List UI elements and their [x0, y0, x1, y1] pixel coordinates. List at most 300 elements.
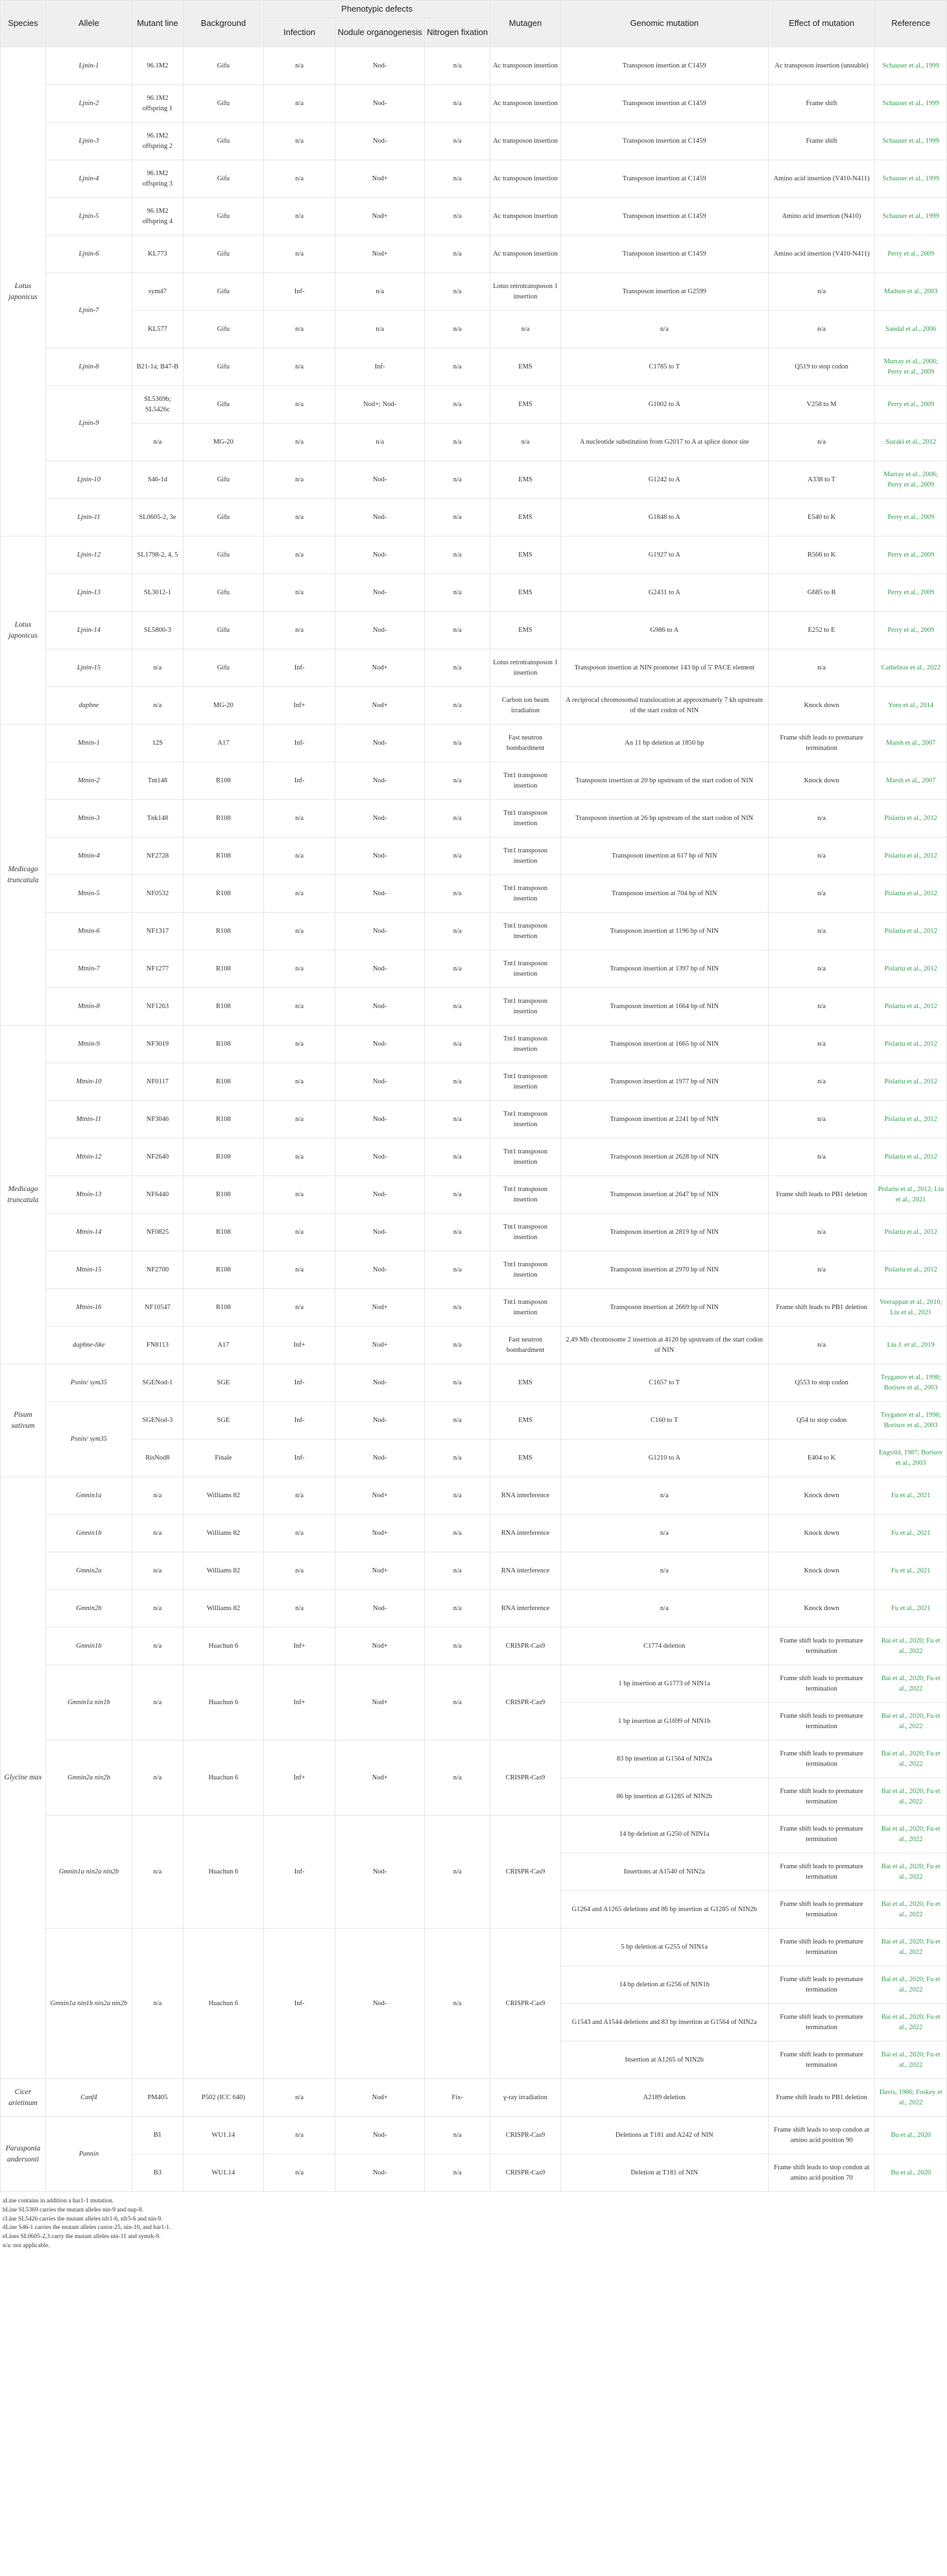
mutant-line-cell: SL0605-2, 3e — [132, 499, 183, 536]
genomic-mutation-cell: Transposon insertion at 2647 bp of NIN — [560, 1176, 768, 1214]
genomic-mutation-cell: Transposon insertion at 1664 bp of NIN — [560, 988, 768, 1026]
nodule-cell: Nod- — [335, 1138, 425, 1176]
reference-cell[interactable]: Pislariu et al., 2012 — [875, 837, 947, 875]
effect-cell: Frame shift leads to premature termination — [768, 1703, 875, 1740]
table-row — [1, 1063, 947, 1101]
mutagen-cell: RNA interference — [490, 1515, 560, 1552]
mutagen-cell: Tnt1 transposon insertion — [490, 837, 560, 875]
reference-cell[interactable]: Bai et al., 2020; Fu et al., 2022 — [875, 1703, 947, 1740]
mutagen-cell: CRISPR-Cas9 — [490, 2154, 560, 2192]
footnote: eLines SL0605-2,3 carry the mutant alleles nin-11 and symrk-9. — [3, 2233, 161, 2241]
reference-cell[interactable]: Pislariu et al., 2012 — [875, 1251, 947, 1289]
reference-cell[interactable]: Perry et al., 2009 — [875, 612, 947, 649]
allele-cell: Ljnin-2 — [45, 85, 132, 123]
effect-cell: n/a — [768, 311, 875, 348]
genomic-mutation-cell: n/a — [560, 1590, 768, 1628]
background-cell: MG-20 — [183, 424, 263, 461]
allele-cell: Ljnin-10 — [45, 461, 132, 499]
mutant-line-cell: SL5369b; SL5426c — [132, 386, 183, 424]
genomic-mutation-cell: G1543 and A1544 deletions and 83 bp insertion at G1564 of NIN2a — [560, 2004, 768, 2041]
genomic-mutation-cell: Transposon insertion at C1459 — [560, 123, 768, 160]
nitrogen-cell: n/a — [424, 1665, 490, 1740]
background-cell: R108 — [183, 1063, 263, 1101]
nodule-cell: Nod+ — [335, 1477, 425, 1515]
allele-cell: Mtnin-9 — [45, 1026, 132, 1063]
genomic-mutation-cell: Transposon insertion at 2819 bp of NIN — [560, 1214, 768, 1251]
reference-cell[interactable]: Perry et al., 2009 — [875, 235, 947, 273]
species-cell: Cicer arietinum — [1, 2079, 46, 2117]
background-cell: A17 — [183, 725, 263, 762]
nitrogen-cell: n/a — [424, 574, 490, 612]
nodule-cell: Nod- — [335, 1101, 425, 1138]
table-row — [1, 988, 947, 1026]
mutagen-cell: Fast neutron bombardment — [490, 1327, 560, 1364]
nitrogen-cell: n/a — [424, 1552, 490, 1590]
mutagen-cell: Fast neutron bombardment — [490, 725, 560, 762]
nitrogen-cell: n/a — [424, 1364, 490, 1402]
reference-cell[interactable]: Pislariu et al., 2012; Liu et al., 2021 — [875, 1176, 947, 1214]
table-row — [1, 123, 947, 160]
reference-cell[interactable]: Madsen et al., 2003 — [875, 273, 947, 311]
mutant-line-cell: NF3019 — [132, 1026, 183, 1063]
reference-cell[interactable]: Bai et al., 2020; Fu et al., 2022 — [875, 2041, 947, 2079]
reference-cell[interactable]: Schauser et al., 1999 — [875, 160, 947, 198]
background-cell: R108 — [183, 1251, 263, 1289]
reference-cell[interactable]: Fu et al., 2021 — [875, 1552, 947, 1590]
effect-cell: Knock down — [768, 762, 875, 800]
reference-cell[interactable]: Pislariu et al., 2012 — [875, 1214, 947, 1251]
reference-cell[interactable]: Bai et al., 2020; Fu et al., 2022 — [875, 1665, 947, 1703]
nodule-cell: Nod- — [335, 1176, 425, 1214]
effect-cell: n/a — [768, 988, 875, 1026]
table-row — [1, 311, 947, 348]
mutagen-cell: EMS — [490, 612, 560, 649]
table-row — [1, 1628, 947, 1665]
mutagen-cell: n/a — [490, 424, 560, 461]
genomic-mutation-cell: Deletion at T181 of NIN — [560, 2154, 768, 2192]
infection-cell: Inf- — [263, 1929, 335, 2079]
mutant-line-cell: SGENod-3 — [132, 1402, 183, 1439]
allele-cell: Ljnin-4 — [45, 160, 132, 198]
reference-cell[interactable]: Bai et al., 2020; Fu et al., 2022 — [875, 2004, 947, 2041]
effect-cell: n/a — [768, 1063, 875, 1101]
genomic-mutation-cell: A nucleotide substitution from G2017 to A at splice donor site — [560, 424, 768, 461]
reference-cell[interactable]: Bai et al., 2020; Fu et al., 2022 — [875, 1816, 947, 1853]
genomic-mutation-cell: G1210 to A — [560, 1439, 768, 1477]
effect-cell: E252 to E — [768, 612, 875, 649]
allele-cell: Mtnin-8 — [45, 988, 132, 1026]
allele-cell: Ljnin-5 — [45, 198, 132, 235]
allele-cell: Gmnin2a nin2b — [45, 1740, 132, 1816]
reference-cell[interactable]: Pislariu et al., 2012 — [875, 875, 947, 913]
reference-cell[interactable]: Bai et al., 2020; Fu et al., 2022 — [875, 1778, 947, 1816]
species-cell: Lotus japonicus — [1, 536, 46, 725]
mutagen-cell: RNA interference — [490, 1552, 560, 1590]
reference-cell[interactable]: Bai et al., 2020; Fu et al., 2022 — [875, 1929, 947, 1966]
mutant-line-cell: B21-1a; B47-B — [132, 348, 183, 386]
nodule-cell: Nod- — [335, 499, 425, 536]
nitrogen-cell: n/a — [424, 950, 490, 988]
nodule-cell: Nod+ — [335, 1552, 425, 1590]
table-row — [1, 198, 947, 235]
nitrogen-cell: n/a — [424, 1176, 490, 1214]
nodule-cell: Nod- — [335, 1816, 425, 1929]
reference-cell[interactable]: Bai et al., 2020; Fu et al., 2022 — [875, 1853, 947, 1891]
background-cell: R108 — [183, 800, 263, 837]
infection-cell: Inf- — [263, 725, 335, 762]
genomic-mutation-cell: An 11 bp deletion at 1850 bp — [560, 725, 768, 762]
mutant-line-cell: S46-1d — [132, 461, 183, 499]
reference-cell[interactable]: Engvild, 1987; Borisov et al., 2003 — [875, 1439, 947, 1477]
allele-cell: Psnin/ sym35 — [45, 1364, 132, 1402]
header-genomic-mutation: Genomic mutation — [560, 1, 768, 47]
nitrogen-cell: n/a — [424, 1251, 490, 1289]
mutagen-cell: Tnt1 transposon insertion — [490, 1289, 560, 1327]
species-cell: Glycine max — [1, 1477, 46, 2079]
infection-cell: n/a — [263, 1289, 335, 1327]
nodule-cell: Nod+; Nod- — [335, 386, 425, 424]
mutagen-cell: Ac transposon insertion — [490, 47, 560, 85]
mutagen-cell: EMS — [490, 499, 560, 536]
reference-cell[interactable]: Murray et al., 2006; Perry et al., 2009 — [875, 348, 947, 386]
table-row — [1, 649, 947, 687]
reference-cell[interactable]: Schauser et al., 1999 — [875, 85, 947, 123]
allele-cell: Mtnin-6 — [45, 913, 132, 950]
reference-cell[interactable]: Bai et al., 2020; Fu et al., 2022 — [875, 1891, 947, 1929]
background-cell: Gifu — [183, 499, 263, 536]
effect-cell: Knock down — [768, 1552, 875, 1590]
mutagen-cell: CRISPR-Cas9 — [490, 1929, 560, 2079]
mutagen-cell: EMS — [490, 536, 560, 574]
reference-cell[interactable]: Marsh et al., 2007 — [875, 762, 947, 800]
effect-cell: A338 to T — [768, 461, 875, 499]
table-row — [1, 235, 947, 273]
nitrogen-cell: n/a — [424, 988, 490, 1026]
reference-cell[interactable]: Pislariu et al., 2012 — [875, 1101, 947, 1138]
mutagen-cell: CRISPR-Cas9 — [490, 1740, 560, 1816]
reference-cell[interactable]: Tsyganov et al., 1998; Borisov et al., 2003 — [875, 1364, 947, 1402]
table-row — [1, 687, 947, 725]
reference-cell[interactable]: Schauser et al., 1999 — [875, 198, 947, 235]
mutant-line-cell: NF3046 — [132, 1101, 183, 1138]
infection-cell: n/a — [263, 1477, 335, 1515]
reference-cell[interactable]: Bai et al., 2020; Fu et al., 2022 — [875, 1740, 947, 1778]
effect-cell: Frame shift leads to premature termination — [768, 1853, 875, 1891]
nodule-cell: Nod+ — [335, 235, 425, 273]
reference-cell[interactable]: Veerappan et al., 2016; Liu et al., 2021 — [875, 1289, 947, 1327]
table-row — [1, 1289, 947, 1327]
table-row — [1, 1477, 947, 1515]
effect-cell: Frame shift leads to premature termination — [768, 1816, 875, 1853]
background-cell: Gifu — [183, 273, 263, 311]
nodule-cell: Nod+ — [335, 1327, 425, 1364]
genomic-mutation-cell: C160 to T — [560, 1402, 768, 1439]
mutant-line-cell: KL577 — [132, 311, 183, 348]
background-cell: Huachun 6 — [183, 1740, 263, 1816]
mutagen-cell: Ac transposon insertion — [490, 198, 560, 235]
allele-cell: Mtnin-3 — [45, 800, 132, 837]
reference-cell[interactable]: Yoro et al., 2014 — [875, 687, 947, 725]
effect-cell: Frame shift leads to premature termination — [768, 1891, 875, 1929]
genomic-mutation-cell: 5 bp deletion at G255 of NIN1a — [560, 1929, 768, 1966]
mutant-line-cell: 96.1M2 offspring 4 — [132, 198, 183, 235]
table-row — [1, 1439, 947, 1477]
genomic-mutation-cell: Transposon insertion at C1459 — [560, 198, 768, 235]
nodule-cell: Nod- — [335, 1063, 425, 1101]
mutagen-cell: CRISPR-Cas9 — [490, 2117, 560, 2154]
reference-cell[interactable]: Perry et al., 2009 — [875, 574, 947, 612]
mutant-line-cell: Tnk148 — [132, 800, 183, 837]
nodule-cell: Nod- — [335, 1590, 425, 1628]
mutagen-cell: RNA interference — [490, 1477, 560, 1515]
reference-cell[interactable]: Fu et al., 2021 — [875, 1477, 947, 1515]
infection-cell: n/a — [263, 837, 335, 875]
reference-cell[interactable]: Bai et al., 2020; Fu et al., 2022 — [875, 1628, 947, 1665]
mutant-line-cell: RisNod8 — [132, 1439, 183, 1477]
reference-cell[interactable]: Pislariu et al., 2012 — [875, 988, 947, 1026]
infection-cell: n/a — [263, 348, 335, 386]
reference-cell[interactable]: Perry et al., 2009 — [875, 536, 947, 574]
background-cell: R108 — [183, 1026, 263, 1063]
mutant-line-cell: NF2728 — [132, 837, 183, 875]
allele-cell: Mtnin-13 — [45, 1176, 132, 1214]
effect-cell: n/a — [768, 1327, 875, 1364]
background-cell: Huachun 6 — [183, 1816, 263, 1929]
mutant-line-cell: n/a — [132, 687, 183, 725]
allele-cell: Mtnin-15 — [45, 1251, 132, 1289]
effect-cell: Frame shift leads to premature termination — [768, 1740, 875, 1778]
reference-cell[interactable]: Pislariu et al., 2012 — [875, 800, 947, 837]
table-row — [1, 85, 947, 123]
table-row — [1, 913, 947, 950]
background-cell: R108 — [183, 913, 263, 950]
background-cell: Gifu — [183, 649, 263, 687]
header-allele: Allele — [45, 1, 132, 47]
nitrogen-cell: n/a — [424, 913, 490, 950]
nodule-cell: Nod+ — [335, 687, 425, 725]
table-row — [1, 1026, 947, 1063]
footnote: n/a: not applicable. — [3, 2242, 50, 2249]
reference-cell[interactable]: Perry et al., 2009 — [875, 386, 947, 424]
infection-cell: n/a — [263, 311, 335, 348]
effect-cell: n/a — [768, 1251, 875, 1289]
effect-cell: Frame shift leads to PB1 deletion — [768, 1289, 875, 1327]
effect-cell: n/a — [768, 273, 875, 311]
nitrogen-cell: n/a — [424, 499, 490, 536]
mutagen-cell: Tnt1 transposon insertion — [490, 1138, 560, 1176]
reference-cell[interactable]: Schauser et al., 1999 — [875, 47, 947, 85]
infection-cell: n/a — [263, 2154, 335, 2192]
table-row — [1, 273, 947, 311]
nodule-cell: Nod+ — [335, 1628, 425, 1665]
genomic-mutation-cell: A reciprocal chromosomal translocation at approximately 7 kb upstream of the start codon of NIN — [560, 687, 768, 725]
reference-cell[interactable]: Fu et al., 2021 — [875, 1515, 947, 1552]
nodule-cell: n/a — [335, 273, 425, 311]
infection-cell: n/a — [263, 1515, 335, 1552]
genomic-mutation-cell: Transposon insertion at C1459 — [560, 47, 768, 85]
table-row — [1, 725, 947, 762]
infection-cell: n/a — [263, 1063, 335, 1101]
species-cell: Parasponia andersonii — [1, 2117, 46, 2192]
background-cell: R108 — [183, 1138, 263, 1176]
nitrogen-cell: n/a — [424, 800, 490, 837]
table-row — [1, 1515, 947, 1552]
reference-cell[interactable]: Pislariu et al., 2012 — [875, 950, 947, 988]
effect-cell: n/a — [768, 875, 875, 913]
mutagen-cell: Tnt1 transposon insertion — [490, 762, 560, 800]
allele-cell: Gmnin1a nin2a nin2b — [45, 1816, 132, 1929]
nodule-cell: Nod+ — [335, 198, 425, 235]
infection-cell: n/a — [263, 913, 335, 950]
allele-cell: Mtnin-4 — [45, 837, 132, 875]
genomic-mutation-cell: Transposon insertion at 617 bp of NIN — [560, 837, 768, 875]
reference-cell[interactable]: Pislariu et al., 2012 — [875, 913, 947, 950]
nodule-cell: Nod- — [335, 1214, 425, 1251]
allele-cell: Ljnin-8 — [45, 348, 132, 386]
allele-cell: Ljnin-1 — [45, 47, 132, 85]
effect-cell: n/a — [768, 1214, 875, 1251]
background-cell: Gifu — [183, 348, 263, 386]
allele-cell: Gmnin2b — [45, 1590, 132, 1628]
reference-cell[interactable]: Sandal et al., 2006 — [875, 311, 947, 348]
background-cell: Gifu — [183, 536, 263, 574]
table-row — [1, 1101, 947, 1138]
table-row — [1, 950, 947, 988]
infection-cell: n/a — [263, 574, 335, 612]
species-cell: Lotus japonicus — [1, 47, 46, 536]
reference-cell[interactable]: Marsh et al., 2007 — [875, 725, 947, 762]
mutant-line-cell: SL1798-2, 4, 5 — [132, 536, 183, 574]
nitrogen-cell: n/a — [424, 348, 490, 386]
header-effect: Effect of mutation — [768, 1, 875, 47]
genomic-mutation-cell: n/a — [560, 311, 768, 348]
nodule-cell: Nod- — [335, 837, 425, 875]
mutagen-cell: EMS — [490, 1402, 560, 1439]
infection-cell: n/a — [263, 123, 335, 160]
effect-cell: Frame shift leads to premature termination — [768, 1628, 875, 1665]
effect-cell: n/a — [768, 424, 875, 461]
reference-cell[interactable]: Bu et al., 2020 — [875, 2154, 947, 2192]
reference-cell[interactable]: Pislariu et al., 2012 — [875, 1026, 947, 1063]
genomic-mutation-cell: Transposon insertion at C1459 — [560, 160, 768, 198]
table-row — [1, 1251, 947, 1289]
reference-cell[interactable]: Suzaki et al., 2012 — [875, 424, 947, 461]
reference-cell[interactable]: Bu et al., 2020 — [875, 2117, 947, 2154]
background-cell: A17 — [183, 1327, 263, 1364]
effect-cell: Frame shift leads to premature termination — [768, 1966, 875, 2004]
table-row — [1, 1552, 947, 1590]
nodule-cell: n/a — [335, 424, 425, 461]
background-cell: Gifu — [183, 574, 263, 612]
reference-cell[interactable]: Bai et al., 2020; Fu et al., 2022 — [875, 1966, 947, 2004]
species-cell: Medicago truncatula — [1, 1026, 46, 1364]
nitrogen-cell: n/a — [424, 1628, 490, 1665]
reference-cell[interactable]: Murray et al., 2006; Perry et al., 2009 — [875, 461, 947, 499]
mutant-line-cell: NF1277 — [132, 950, 183, 988]
effect-cell: Q519 to stop codon — [768, 348, 875, 386]
mutant-line-cell: n/a — [132, 1740, 183, 1816]
allele-cell: Mtnin-16 — [45, 1289, 132, 1327]
nitrogen-cell: n/a — [424, 1402, 490, 1439]
nodule-cell: Nod- — [335, 800, 425, 837]
mutagen-cell: EMS — [490, 1439, 560, 1477]
nitrogen-cell: n/a — [424, 160, 490, 198]
genomic-mutation-cell: G1002 to A — [560, 386, 768, 424]
reference-cell[interactable]: Perry et al., 2009 — [875, 499, 947, 536]
reference-cell[interactable]: Davis, 1986; Foskey et al., 2022 — [875, 2079, 947, 2117]
mutant-line-cell: SGENod-1 — [132, 1364, 183, 1402]
table-row — [1, 1364, 947, 1402]
genomic-mutation-cell: Transposon insertion at G2599 — [560, 273, 768, 311]
nitrogen-cell: n/a — [424, 273, 490, 311]
nodule-cell: Nod- — [335, 2117, 425, 2154]
mutant-line-cell: Tnt148 — [132, 762, 183, 800]
allele-cell: Canf4 — [45, 2079, 132, 2117]
nodule-cell: Nod+ — [335, 1665, 425, 1740]
nitrogen-cell: n/a — [424, 1214, 490, 1251]
reference-cell[interactable]: Tsyganov et al., 1998; Borisov et al., 2003 — [875, 1402, 947, 1439]
nodule-cell: Nod+ — [335, 1740, 425, 1816]
infection-cell: n/a — [263, 612, 335, 649]
infection-cell: n/a — [263, 160, 335, 198]
allele-cell: Ljnin-9 — [45, 386, 132, 461]
genomic-mutation-cell: G986 to A — [560, 612, 768, 649]
reference-cell[interactable]: Cathebras et al., 2022 — [875, 649, 947, 687]
reference-cell[interactable]: Fu et al., 2021 — [875, 1590, 947, 1628]
mutagen-cell: Ac transposon insertion — [490, 235, 560, 273]
background-cell: Williams 82 — [183, 1552, 263, 1590]
genomic-mutation-cell: 83 bp insertion at G1564 of NIN2a — [560, 1740, 768, 1778]
mutant-line-cell: NF2640 — [132, 1138, 183, 1176]
nitrogen-cell: n/a — [424, 1477, 490, 1515]
genomic-mutation-cell: Transposon insertion at 1977 bp of NIN — [560, 1063, 768, 1101]
mutant-line-cell: sym47 — [132, 273, 183, 311]
nitrogen-cell: n/a — [424, 235, 490, 273]
background-cell: R108 — [183, 1101, 263, 1138]
allele-cell: Ljnin-15 — [45, 649, 132, 687]
header-nitrogen: Nitrogen fixation — [424, 18, 490, 47]
background-cell: SGE — [183, 1402, 263, 1439]
background-cell: R108 — [183, 837, 263, 875]
genomic-mutation-cell: Transposon insertion at NIN promoter 143 bp of 5' PACE element — [560, 649, 768, 687]
genomic-mutation-cell: Insertion at A1265 of NIN2b — [560, 2041, 768, 2079]
nodule-cell: Nod- — [335, 1439, 425, 1477]
nitrogen-cell: n/a — [424, 1101, 490, 1138]
reference-cell[interactable]: Pislariu et al., 2012 — [875, 1063, 947, 1101]
genomic-mutation-cell: C1657 to T — [560, 1364, 768, 1402]
mutant-line-cell: NF0117 — [132, 1063, 183, 1101]
genomic-mutation-cell: 14 bp deletion at G250 of NIN1a — [560, 1816, 768, 1853]
reference-cell[interactable]: Schauser et al., 1999 — [875, 123, 947, 160]
infection-cell: n/a — [263, 2079, 335, 2117]
table-row — [1, 1665, 947, 1703]
nitrogen-cell: n/a — [424, 1138, 490, 1176]
mutant-line-cell: n/a — [132, 1929, 183, 2079]
genomic-mutation-cell: G1848 to A — [560, 499, 768, 536]
genomic-mutation-cell: 86 bp insertion at G1285 of NIN2b — [560, 1778, 768, 1816]
infection-cell: Inf- — [263, 1402, 335, 1439]
table-row — [1, 1929, 947, 1966]
mutagen-cell: EMS — [490, 461, 560, 499]
infection-cell: n/a — [263, 2117, 335, 2154]
infection-cell: n/a — [263, 1552, 335, 1590]
mutagen-cell: n/a — [490, 311, 560, 348]
infection-cell: Inf- — [263, 1439, 335, 1477]
reference-cell[interactable]: Pislariu et al., 2012 — [875, 1138, 947, 1176]
header-species: Species — [1, 1, 46, 47]
reference-cell[interactable]: Liu J. et al., 2019 — [875, 1327, 947, 1364]
genomic-mutation-cell: Transposon insertion at 26 bp upstream of the start codon of NIN — [560, 800, 768, 837]
